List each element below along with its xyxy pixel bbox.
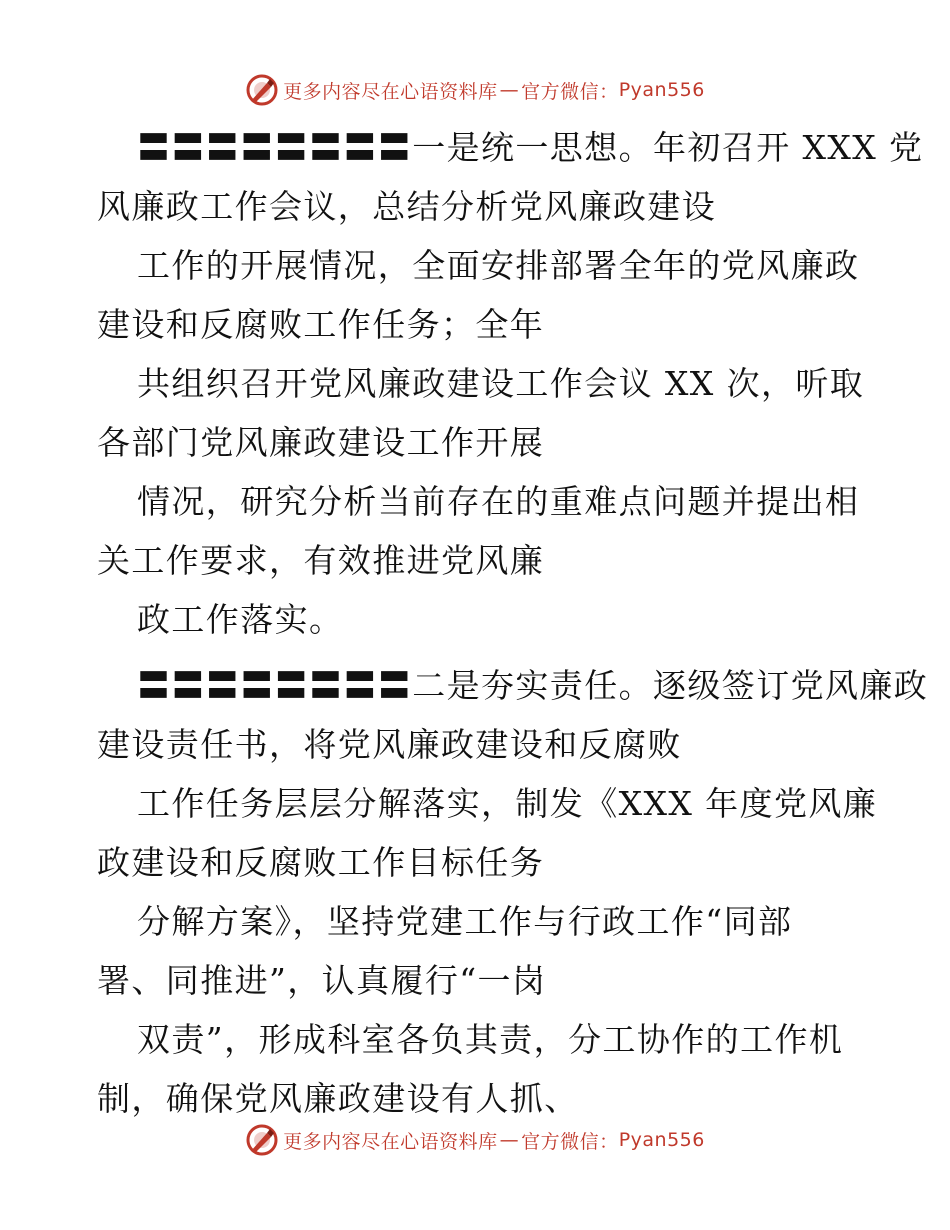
text-line: 工作任务层层分解落实，制发《XXX 年度党风廉	[137, 784, 878, 823]
text-line: 风廉政工作会议，总结分析党风廉政建设	[97, 187, 717, 226]
pen-logo-icon	[245, 73, 279, 107]
watermark-separator: —	[499, 79, 520, 101]
text-line: 工作的开展情况，全面安排部署全年的党风廉政	[137, 246, 860, 285]
text-line: 关工作要求，有效推进党风廉	[97, 541, 545, 580]
header-watermark	[0, 70, 950, 110]
text-line: 各部门党风廉政建设工作开展	[97, 423, 545, 462]
watermark-wechat-id: Pyan556	[618, 1129, 705, 1151]
text-line: 政工作落实。	[137, 600, 344, 639]
text-line: 分解方案》，坚持党建工作与行政工作“同部	[137, 902, 793, 941]
paragraph	[97, 118, 924, 649]
watermark-text: 更多内容尽在心语资料库	[283, 80, 498, 103]
text-line: 政建设和反腐败工作目标任务	[97, 843, 545, 882]
watermark-wechat-label: 官方微信：	[521, 80, 619, 103]
text-line: 署、同推进”，认真履行“一岗	[97, 961, 547, 1000]
footer-watermark	[0, 1120, 950, 1160]
text-line: 共组织召开党风廉政建设工作会议 XX 次，听取	[137, 364, 865, 403]
watermark-text: 更多内容尽在心语资料库	[283, 1130, 498, 1153]
watermark-wechat-label: 官方微信：	[521, 1130, 619, 1153]
watermark-separator: —	[499, 1129, 520, 1151]
text-line: 情况，研究分析当前存在的重难点问题并提出相	[137, 482, 860, 521]
text-line: 建设责任书，将党风廉政建设和反腐败	[97, 725, 682, 764]
pen-logo-icon	[245, 1123, 279, 1157]
text-line: 制，确保党风廉政建设有人抓、	[97, 1079, 579, 1118]
text-line: 〓〓〓〓〓〓〓〓一是统一思想。年初召开 XXX 党	[137, 128, 924, 167]
text-line: 双责”，形成科室各负其责，分工协作的工作机	[137, 1020, 844, 1059]
text-line: 〓〓〓〓〓〓〓〓二是夯实责任。逐级签订党风廉政	[137, 666, 929, 705]
paragraph-spacer	[97, 649, 857, 656]
watermark-wechat-id: Pyan556	[618, 79, 705, 101]
text-line: 建设和反腐败工作任务；全年	[97, 305, 545, 344]
paragraph	[97, 656, 929, 1128]
document-body	[97, 118, 929, 1128]
